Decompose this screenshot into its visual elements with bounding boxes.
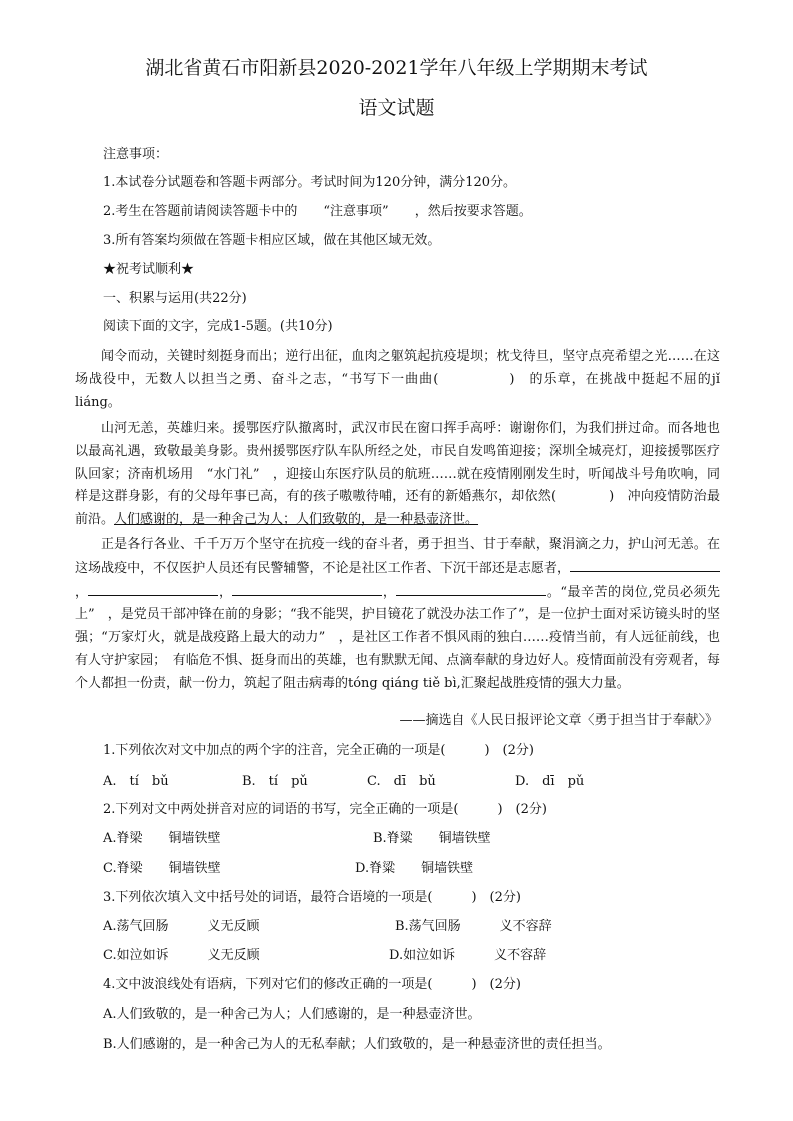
notice-item-2: 2.考生在答题前请阅读答题卡中的 “注意事项” ，然后按要求答题。 <box>103 204 532 219</box>
passage-text-2a: 山河无恙，英雄归来。援鄂医疗队撤离时，武汉市民在窗口挥手高呼：谢谢你们，为我们拼过命。而各地也以最高礼遇，致敬最美身影。贵州援鄂医疗队车队所经之处，市民自发鸣笛迎接；深圳全城亮灯，迎接援鄂医疗队回家；济南机场用 “水门礼” ，迎接山东医疗队员的航班……就在疫情刚刚发生时，听闻战斗号角吹响，同样是这群身影，有的父母年事已高，有的孩子嗷嗷待哺，还有的新婚燕尔，却依然( ) 冲向疫情防治最前沿。 <box>75 421 720 528</box>
question-3-option-b: B.荡气回肠 义不容辞 <box>395 919 552 934</box>
question-1-option-c: C. dī bǔ <box>367 774 436 789</box>
answer-blank <box>88 581 218 596</box>
question-4-stem: 4.文中波浪线处有语病，下列对它们的修改正确的一项是( ) (2分) <box>103 977 521 992</box>
question-3-option-c: C.如泣如诉 义无反顾 <box>103 948 260 963</box>
question-2-option-d: D.脊粱 铜墙铁壁 <box>355 861 474 876</box>
question-3-option-a: A.荡气回肠 义无反顾 <box>103 919 260 934</box>
passage-paragraph-2 <box>75 418 720 532</box>
question-1-option-a: A. tí bǔ <box>103 774 169 789</box>
passage-paragraph-1 <box>75 346 720 414</box>
question-2-option-a: A.脊梁 铜墙铁壁 <box>103 831 221 846</box>
reading-intro: 阅读下面的文字，完成1-5题。(共10分) <box>103 319 333 334</box>
question-3-option-d: D.如泣如诉 义不容辞 <box>389 948 547 963</box>
exam-title: 湖北省黄石市阳新县2020-2021学年八年级上学期期末考试 <box>145 57 648 79</box>
question-1-option-d: D. dī pǔ <box>515 774 585 789</box>
passage-source: ——摘选自《人民日报评论文章〈勇于担当甘于奉献〉》 <box>399 713 718 728</box>
good-luck-line: ★祝考试顺利★ <box>103 262 195 277</box>
question-2-option-c: C.脊梁 铜墙铁壁 <box>103 861 221 876</box>
question-4-option-a: A.人们致敬的，是一种舍己为人；人们感谢的，是一种悬壶济世。 <box>103 1007 481 1022</box>
question-2-option-b: B.脊粱 铜墙铁壁 <box>373 831 491 846</box>
question-1-option-b: B. tí pǔ <box>242 774 308 789</box>
notice-item-3: 3.所有答案均须做在答题卡相应区域，做在其他区域无效。 <box>103 233 441 248</box>
passage-text-3b: “最辛苦的岗位,党员必须先上” ，是党员干部冲锋在前的身影；“我不能哭，护目镜花了就没办法工作了”，是一位护士面对采访镜头时的坚强；“万家灯火，就是战疫路上最大的动力” ，是社区工作者不惧风雨的独白……疫情当前，有人远征前线，也有人守护家园； 有临危不惧、挺身而出的英雄，也有默默无闻、点滴奉献的身边好人。疫情面前没有旁观者，每个人都担一份责，献一份力，筑起了阻击病毒的tóng qiáng tiě bì,汇聚起战胜疫情的强大力量。 <box>75 584 720 691</box>
passage-paragraph-3 <box>75 534 720 696</box>
section-heading: 一、积累与运用(共22分) <box>103 291 247 306</box>
passage-text-1: 闻令而动，关键时刻挺身而出；逆行出征，血肉之躯筑起抗疫堤坝；枕戈待旦，坚守点亮希望之光……在这场战役中，无数人以担当之勇、奋斗之志，“书写下一曲曲( ) 的乐章，在挑战中挺起不屈的jǐ liáng。 <box>75 349 720 410</box>
question-1-stem: 1.下列依次对文中加点的两个字的注音，完全正确的一项是( ) (2分) <box>103 743 534 758</box>
wavy-line-sentence: 人们感谢的，是一种舍己为人；人们致敬的，是一种悬壶济世。 <box>114 512 479 528</box>
notice-heading: 注意事项： <box>103 147 169 162</box>
question-4-option-b: B.人们感谢的，是一种舍己为人的无私奉献；人们致敬的，是一种悬壶济世的责任担当。 <box>103 1037 611 1052</box>
answer-blank <box>232 581 382 596</box>
exam-subtitle: 语文试题 <box>358 97 435 119</box>
passage-text-3a: 正是各行各业、千千万万个坚守在抗疫一线的奋斗者，勇于担当、甘于奉献，聚涓滴之力，护山河无恙。在这场战疫中，不仅医护人员还有民警辅警，不论是社区工作者、下沉干部还是志愿者， <box>75 537 720 576</box>
passage-text-3: 正是各行各业、千千万万个坚守在抗疫一线的奋斗者，勇于担当、甘于奉献，聚涓滴之力，护山河无恙。在这场战疫中，不仅医护人员还有民警辅警，不论是社区工作者、下沉干部还是志愿者，， ， ， 。“最辛苦的岗位,党员必须先上” ，是党员干部冲锋在前的身影；“我不能哭，护目镜花了就没办法工作了”，是一位护士面对采访镜头时的坚强；“万家灯火，就是战疫路上最大的动力” ，是社区工作者不惧风雨的独白……疫情当前，有人远征前线，也有人守护家园； 有临危不惧、挺身而出的英雄，也有默默无闻、点滴奉献的身边好人。疫情面前没有旁观者，每个人都担一份责，献一份力，筑起了阻击病毒的tóng qiáng tiě bì,汇聚起战胜疫情的强大力量。 <box>75 537 720 691</box>
notice-item-1: 1.本试卷分试题卷和答题卡两部分。考试时间为120分钟，满分120分。 <box>103 175 517 190</box>
answer-blank <box>570 557 720 572</box>
answer-blank <box>396 581 546 596</box>
question-2-stem: 2.下列对文中两处拼音对应的词语的书写，完全正确的一项是( ) (2分) <box>103 802 547 817</box>
passage-text-2 <box>75 418 720 532</box>
question-3-stem: 3.下列依次填入文中括号处的词语，最符合语境的一项是( ) (2分) <box>103 890 521 905</box>
